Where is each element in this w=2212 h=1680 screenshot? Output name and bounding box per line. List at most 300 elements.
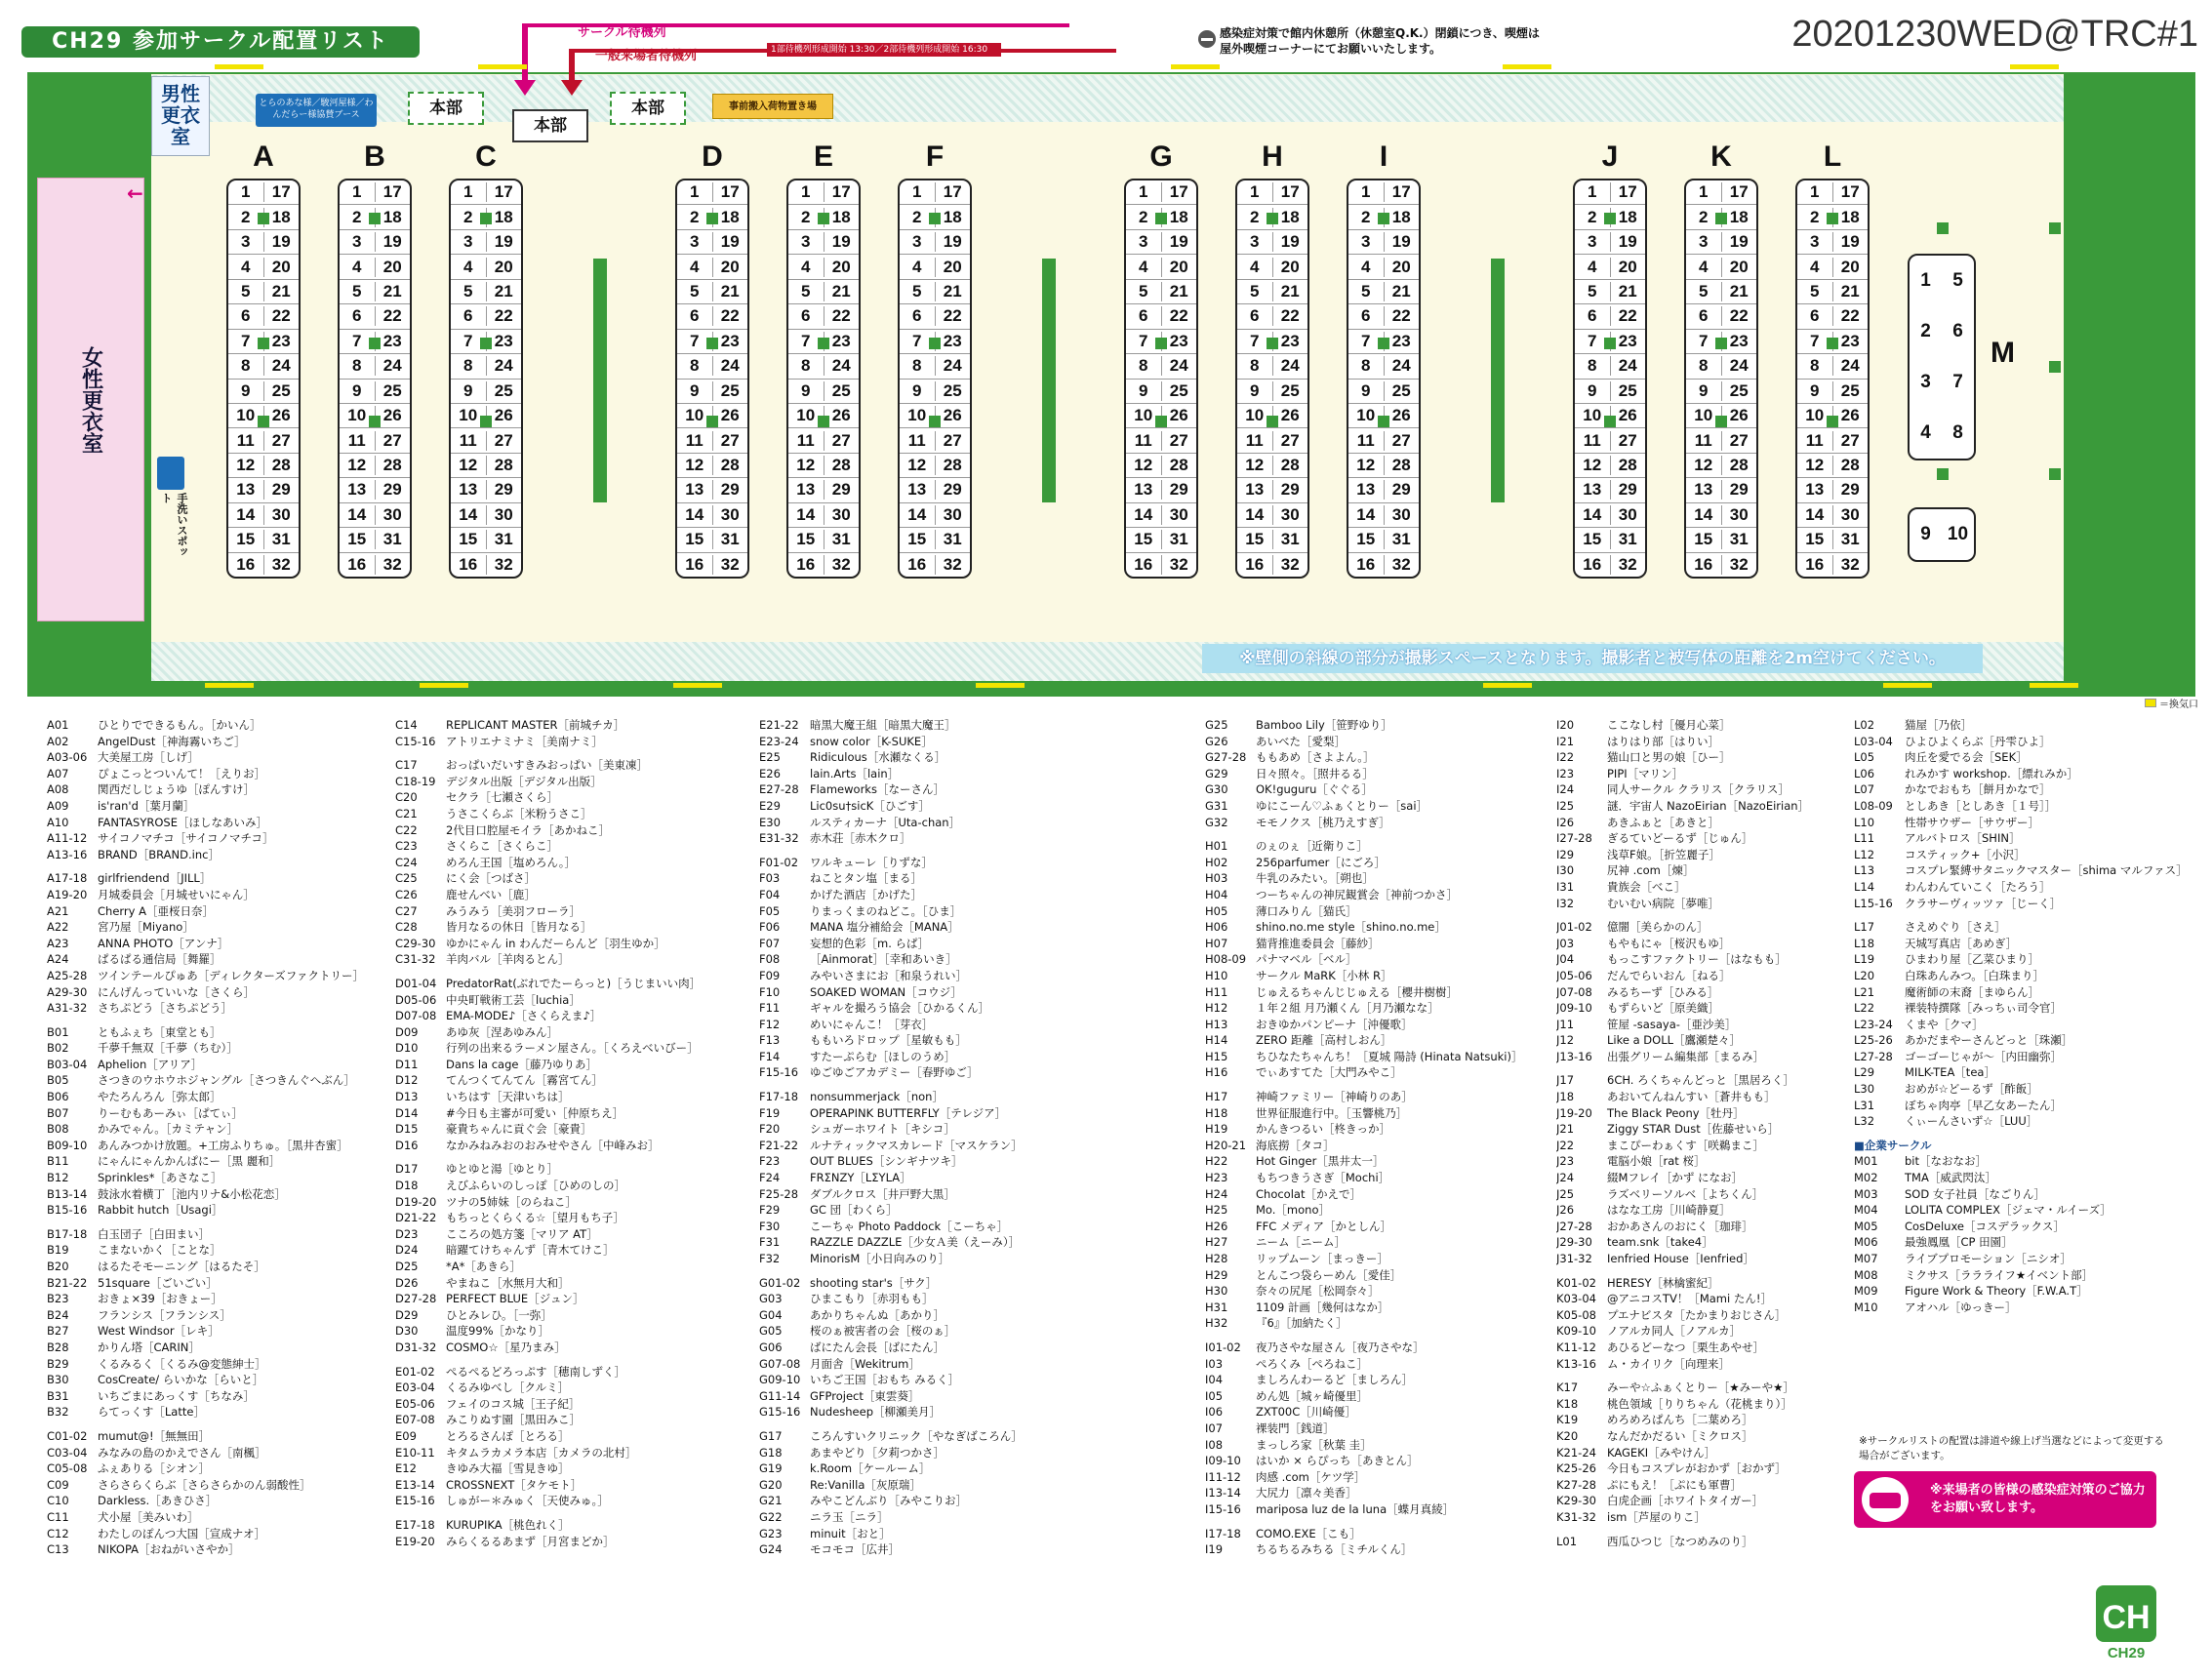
space-number[interactable]: 31 xyxy=(1280,530,1300,549)
space-number[interactable]: 29 xyxy=(943,480,962,500)
space-number[interactable]: 11 xyxy=(1237,431,1273,451)
space-number[interactable]: 29 xyxy=(1840,480,1860,500)
space-number[interactable]: 20 xyxy=(831,257,851,276)
space-number[interactable]: 21 xyxy=(271,281,291,300)
space-number[interactable]: 18 xyxy=(831,207,851,226)
space-number[interactable]: 8 xyxy=(900,356,936,376)
space-number[interactable]: 8 xyxy=(228,356,264,376)
space-number[interactable]: 22 xyxy=(1280,306,1300,326)
space-number[interactable]: 5 xyxy=(1126,282,1162,301)
space-number[interactable]: 28 xyxy=(382,456,402,475)
space-number[interactable]: 13 xyxy=(451,480,487,500)
space-number[interactable]: 9 xyxy=(1575,381,1611,401)
space-number[interactable]: 9 xyxy=(677,381,713,401)
space-number[interactable]: 9 xyxy=(340,381,376,401)
space-number[interactable]: 11 xyxy=(788,431,824,451)
space-number[interactable]: 10 xyxy=(900,406,936,425)
space-number[interactable]: 26 xyxy=(271,406,291,425)
space-number[interactable]: 19 xyxy=(1618,232,1637,252)
space-number[interactable]: 19 xyxy=(271,232,291,252)
space-number[interactable]: 24 xyxy=(382,356,402,376)
space-number[interactable]: 17 xyxy=(1169,182,1188,202)
space-number[interactable]: 27 xyxy=(271,430,291,450)
space-number[interactable]: 20 xyxy=(1169,257,1188,276)
space-number[interactable]: 17 xyxy=(1618,182,1637,202)
space-number[interactable]: 1 xyxy=(451,182,487,202)
space-number[interactable]: 17 xyxy=(1729,182,1749,202)
space-number[interactable]: 31 xyxy=(1729,530,1749,549)
space-number[interactable]: 2 xyxy=(1797,208,1833,227)
space-number[interactable]: 28 xyxy=(1618,456,1637,475)
space-number[interactable]: 32 xyxy=(1169,554,1188,574)
space-number[interactable]: 12 xyxy=(340,456,376,475)
space-number[interactable]: 28 xyxy=(271,456,291,475)
space-number[interactable]: 19 xyxy=(1729,232,1749,252)
space-number[interactable]: 2 xyxy=(451,208,487,227)
space-number[interactable]: 17 xyxy=(271,182,291,202)
space-number[interactable]: 23 xyxy=(1280,331,1300,350)
space-number[interactable]: 27 xyxy=(1391,430,1411,450)
space-number[interactable]: 3 xyxy=(677,232,713,252)
space-number[interactable]: 23 xyxy=(382,331,402,350)
space-number[interactable]: 7 xyxy=(228,332,264,351)
space-number[interactable]: 30 xyxy=(1729,504,1749,524)
space-number[interactable]: 13 xyxy=(677,480,713,500)
space-number[interactable]: 28 xyxy=(943,456,962,475)
space-number[interactable]: 18 xyxy=(1169,207,1188,226)
space-number[interactable]: 24 xyxy=(943,356,962,376)
space-number[interactable]: 6 xyxy=(340,306,376,326)
space-number[interactable]: 8 xyxy=(1686,356,1722,376)
space-number[interactable]: 17 xyxy=(1840,182,1860,202)
space-number[interactable]: 3 xyxy=(1797,232,1833,252)
space-number[interactable]: 26 xyxy=(1169,406,1188,425)
space-number[interactable]: 28 xyxy=(1169,456,1188,475)
space-number[interactable]: 1 xyxy=(900,182,936,202)
space-number[interactable]: 13 xyxy=(228,480,264,500)
space-number[interactable]: 32 xyxy=(1280,554,1300,574)
space-number[interactable]: 30 xyxy=(1169,504,1188,524)
space-number[interactable]: 21 xyxy=(1840,281,1860,300)
space-number[interactable]: 26 xyxy=(1729,406,1749,425)
space-number[interactable]: 25 xyxy=(943,380,962,400)
space-number[interactable]: 15 xyxy=(1797,530,1833,549)
space-number[interactable]: 13 xyxy=(1797,480,1833,500)
space-number[interactable]: 1 xyxy=(1237,182,1273,202)
space-number[interactable]: 24 xyxy=(494,356,513,376)
space-number[interactable]: 29 xyxy=(1729,480,1749,500)
space-number[interactable]: 32 xyxy=(1729,554,1749,574)
space-number[interactable]: 9 xyxy=(1797,381,1833,401)
space-number[interactable]: 25 xyxy=(1169,380,1188,400)
space-number[interactable]: 29 xyxy=(1391,480,1411,500)
space-number[interactable]: 18 xyxy=(720,207,740,226)
space-number[interactable]: 12 xyxy=(1797,456,1833,475)
space-number[interactable]: 8 xyxy=(788,356,824,376)
space-number[interactable]: 23 xyxy=(1618,331,1637,350)
space-number[interactable]: 22 xyxy=(271,306,291,326)
space-number[interactable]: 7 xyxy=(340,332,376,351)
space-number[interactable]: 32 xyxy=(1618,554,1637,574)
space-number[interactable]: 18 xyxy=(943,207,962,226)
space-number[interactable]: 9 xyxy=(1126,381,1162,401)
space-number[interactable]: 20 xyxy=(943,257,962,276)
space-number[interactable]: 31 xyxy=(831,530,851,549)
space-number[interactable]: 5 xyxy=(1237,282,1273,301)
space-number[interactable]: 3 xyxy=(1575,232,1611,252)
space-number[interactable]: 11 xyxy=(451,431,487,451)
space-number[interactable]: 25 xyxy=(1618,380,1637,400)
space-number[interactable]: 14 xyxy=(340,505,376,525)
space-number[interactable]: 29 xyxy=(1280,480,1300,500)
space-number[interactable]: 16 xyxy=(900,555,936,575)
space-number[interactable]: 14 xyxy=(900,505,936,525)
space-number[interactable]: 25 xyxy=(494,380,513,400)
space-number[interactable]: 12 xyxy=(1575,456,1611,475)
space-number[interactable]: 14 xyxy=(228,505,264,525)
space-number[interactable]: 32 xyxy=(271,554,291,574)
space-number[interactable]: 18 xyxy=(1729,207,1749,226)
space-number[interactable]: 13 xyxy=(1126,480,1162,500)
space-number[interactable]: 21 xyxy=(1280,281,1300,300)
space-number[interactable]: 19 xyxy=(382,232,402,252)
space-number[interactable]: 6 xyxy=(900,306,936,326)
space-number[interactable]: 22 xyxy=(831,306,851,326)
space-number[interactable]: 30 xyxy=(943,504,962,524)
space-number[interactable]: 3 xyxy=(1348,232,1385,252)
space-number[interactable]: 22 xyxy=(1840,306,1860,326)
space-number[interactable]: 22 xyxy=(720,306,740,326)
space-number[interactable]: 28 xyxy=(1280,456,1300,475)
space-number[interactable]: 6 xyxy=(1686,306,1722,326)
space-number[interactable]: 15 xyxy=(677,530,713,549)
space-number[interactable]: 29 xyxy=(831,480,851,500)
space-number[interactable]: 7 xyxy=(451,332,487,351)
space-number[interactable]: 5 xyxy=(1797,282,1833,301)
space-number[interactable]: 16 xyxy=(451,555,487,575)
space-number[interactable]: 10 xyxy=(228,406,264,425)
space-number[interactable]: 13 xyxy=(340,480,376,500)
space-number[interactable]: 1 xyxy=(788,182,824,202)
space-number[interactable]: 7 xyxy=(1686,332,1722,351)
space-number[interactable]: 22 xyxy=(382,306,402,326)
space-number[interactable]: 14 xyxy=(1348,505,1385,525)
space-number[interactable]: 1 xyxy=(228,182,264,202)
space-number[interactable]: 7 xyxy=(788,332,824,351)
space-number[interactable]: 2 xyxy=(788,208,824,227)
space-number[interactable]: 20 xyxy=(382,257,402,276)
space-number[interactable]: 28 xyxy=(1391,456,1411,475)
space-number[interactable]: 30 xyxy=(831,504,851,524)
space-number[interactable]: 10 xyxy=(1797,406,1833,425)
space-number[interactable]: 3 xyxy=(1237,232,1273,252)
space-number[interactable]: 4 xyxy=(677,258,713,277)
space-number[interactable]: 28 xyxy=(1729,456,1749,475)
space-number[interactable]: 25 xyxy=(382,380,402,400)
space-number[interactable]: 21 xyxy=(720,281,740,300)
space-number[interactable]: 4 xyxy=(1575,258,1611,277)
space-number[interactable]: 3 xyxy=(228,232,264,252)
space-number[interactable]: 30 xyxy=(382,504,402,524)
space-number[interactable]: 10 xyxy=(1126,406,1162,425)
space-number[interactable]: 18 xyxy=(1618,207,1637,226)
space-number[interactable]: 17 xyxy=(1280,182,1300,202)
space-number[interactable]: 12 xyxy=(788,456,824,475)
space-number[interactable]: 18 xyxy=(494,207,513,226)
space-number[interactable]: 15 xyxy=(1348,530,1385,549)
space-number[interactable]: 26 xyxy=(831,406,851,425)
space-number[interactable]: 1 xyxy=(1126,182,1162,202)
space-number[interactable]: 21 xyxy=(831,281,851,300)
space-number[interactable]: 20 xyxy=(1729,257,1749,276)
space-number[interactable]: 12 xyxy=(1126,456,1162,475)
space-number[interactable]: 5 xyxy=(900,282,936,301)
space-number[interactable]: 8 xyxy=(677,356,713,376)
space-number[interactable]: 6 xyxy=(1348,306,1385,326)
space-number[interactable]: 5 xyxy=(340,282,376,301)
space-number[interactable]: 16 xyxy=(788,555,824,575)
space-number[interactable]: 32 xyxy=(831,554,851,574)
space-number[interactable]: 6 xyxy=(451,306,487,326)
space-number[interactable]: 6 xyxy=(1575,306,1611,326)
space-number[interactable]: 19 xyxy=(1169,232,1188,252)
space-number[interactable]: 20 xyxy=(271,257,291,276)
space-number[interactable]: 3 xyxy=(788,232,824,252)
space-number[interactable]: 22 xyxy=(1618,306,1637,326)
space-number[interactable]: 18 xyxy=(1840,207,1860,226)
space-number[interactable]: 12 xyxy=(451,456,487,475)
space-number[interactable]: 9 xyxy=(1686,381,1722,401)
space-number[interactable]: 30 xyxy=(1840,504,1860,524)
space-number[interactable]: 1 xyxy=(1686,182,1722,202)
space-number[interactable]: 16 xyxy=(228,555,264,575)
space-number[interactable]: 10 xyxy=(788,406,824,425)
space-number[interactable]: 27 xyxy=(1280,430,1300,450)
space-number[interactable]: 7 xyxy=(1126,332,1162,351)
space-number[interactable]: 8 xyxy=(451,356,487,376)
space-number[interactable]: 8 xyxy=(1797,356,1833,376)
space-number[interactable]: 2 xyxy=(1126,208,1162,227)
space-number[interactable]: 2 xyxy=(1575,208,1611,227)
space-number[interactable]: 29 xyxy=(720,480,740,500)
space-number[interactable]: 13 xyxy=(1686,480,1722,500)
space-number[interactable]: 30 xyxy=(271,504,291,524)
space-number[interactable]: 3 xyxy=(1686,232,1722,252)
space-number[interactable]: 23 xyxy=(494,331,513,350)
space-number[interactable]: 10 xyxy=(1575,406,1611,425)
space-number[interactable]: 2 xyxy=(228,208,264,227)
space-number[interactable]: 12 xyxy=(1348,456,1385,475)
space-number[interactable]: 7 xyxy=(1237,332,1273,351)
space-number[interactable]: 31 xyxy=(494,530,513,549)
space-number[interactable]: 30 xyxy=(1618,504,1637,524)
space-number[interactable]: 21 xyxy=(1729,281,1749,300)
space-number[interactable]: 26 xyxy=(1618,406,1637,425)
space-number[interactable]: 17 xyxy=(1391,182,1411,202)
space-number[interactable]: 13 xyxy=(788,480,824,500)
space-number[interactable]: 4 xyxy=(451,258,487,277)
space-number[interactable]: 19 xyxy=(1280,232,1300,252)
space-number[interactable]: 16 xyxy=(1575,555,1611,575)
space-number[interactable]: 31 xyxy=(1391,530,1411,549)
space-number[interactable]: 19 xyxy=(1840,232,1860,252)
space-number[interactable]: 31 xyxy=(1840,530,1860,549)
space-number[interactable]: 18 xyxy=(271,207,291,226)
space-number[interactable]: 14 xyxy=(451,505,487,525)
space-number[interactable]: 15 xyxy=(788,530,824,549)
space-number[interactable]: 4 xyxy=(228,258,264,277)
space-number[interactable]: 11 xyxy=(1126,431,1162,451)
space-number[interactable]: 16 xyxy=(1237,555,1273,575)
space-number[interactable]: 29 xyxy=(1169,480,1188,500)
space-number[interactable]: 3 xyxy=(340,232,376,252)
space-number[interactable]: 24 xyxy=(1729,356,1749,376)
space-number[interactable]: 14 xyxy=(677,505,713,525)
space-number[interactable]: 6 xyxy=(677,306,713,326)
space-number[interactable]: 10 xyxy=(1686,406,1722,425)
space-number[interactable]: 29 xyxy=(271,480,291,500)
space-number[interactable]: 10 xyxy=(1348,406,1385,425)
space-number[interactable]: 12 xyxy=(677,456,713,475)
space-number[interactable]: 20 xyxy=(494,257,513,276)
space-number[interactable]: 6 xyxy=(788,306,824,326)
space-number[interactable]: 19 xyxy=(1391,232,1411,252)
space-number[interactable]: 21 xyxy=(1169,281,1188,300)
space-number[interactable]: 32 xyxy=(1840,554,1860,574)
space-number[interactable]: 18 xyxy=(1391,207,1411,226)
space-number[interactable]: 18 xyxy=(1280,207,1300,226)
space-number[interactable]: 11 xyxy=(1797,431,1833,451)
space-number[interactable]: 27 xyxy=(1840,430,1860,450)
space-number[interactable]: 22 xyxy=(494,306,513,326)
space-number[interactable]: 24 xyxy=(1840,356,1860,376)
space-number[interactable]: 14 xyxy=(788,505,824,525)
space-number[interactable]: 27 xyxy=(382,430,402,450)
space-number[interactable]: 12 xyxy=(1686,456,1722,475)
space-number[interactable]: 8 xyxy=(1575,356,1611,376)
space-number[interactable]: 13 xyxy=(1575,480,1611,500)
space-number[interactable]: 26 xyxy=(382,406,402,425)
space-number[interactable]: 24 xyxy=(1618,356,1637,376)
space-number[interactable]: 6 xyxy=(1126,306,1162,326)
space-number[interactable]: 11 xyxy=(1575,431,1611,451)
space-number[interactable]: 15 xyxy=(1126,530,1162,549)
space-number[interactable]: 22 xyxy=(1729,306,1749,326)
space-number[interactable]: 11 xyxy=(1686,431,1722,451)
space-number[interactable]: 19 xyxy=(943,232,962,252)
space-number[interactable]: 15 xyxy=(1686,530,1722,549)
space-number[interactable]: 28 xyxy=(831,456,851,475)
space-number[interactable]: 8 xyxy=(1126,356,1162,376)
space-number[interactable]: 31 xyxy=(1169,530,1188,549)
space-number[interactable]: 15 xyxy=(451,530,487,549)
space-number[interactable]: 17 xyxy=(382,182,402,202)
space-number[interactable]: 11 xyxy=(900,431,936,451)
space-number[interactable]: 29 xyxy=(494,480,513,500)
space-number[interactable]: 20 xyxy=(1280,257,1300,276)
space-number[interactable]: 2 xyxy=(1237,208,1273,227)
space-number[interactable]: 1 xyxy=(1797,182,1833,202)
space-number[interactable]: 22 xyxy=(1169,306,1188,326)
space-number[interactable]: 10 xyxy=(1237,406,1273,425)
space-number[interactable]: 4 xyxy=(340,258,376,277)
space-number[interactable]: 31 xyxy=(1618,530,1637,549)
space-number[interactable]: 32 xyxy=(720,554,740,574)
space-number[interactable]: 7 xyxy=(900,332,936,351)
space-number[interactable]: 5 xyxy=(1575,282,1611,301)
space-number[interactable]: 26 xyxy=(494,406,513,425)
space-number[interactable]: 4 xyxy=(1686,258,1722,277)
space-number[interactable]: 28 xyxy=(1840,456,1860,475)
space-number[interactable]: 4 xyxy=(900,258,936,277)
space-number[interactable]: 3 xyxy=(900,232,936,252)
space-number[interactable]: 23 xyxy=(943,331,962,350)
space-number[interactable]: 25 xyxy=(1280,380,1300,400)
space-number[interactable]: 14 xyxy=(1126,505,1162,525)
space-number[interactable]: 9 xyxy=(228,381,264,401)
space-number[interactable]: 25 xyxy=(271,380,291,400)
space-number[interactable]: 24 xyxy=(831,356,851,376)
space-number[interactable]: 20 xyxy=(1391,257,1411,276)
space-number[interactable]: 27 xyxy=(720,430,740,450)
space-number[interactable]: 28 xyxy=(720,456,740,475)
space-number[interactable]: 25 xyxy=(831,380,851,400)
space-number[interactable]: 31 xyxy=(271,530,291,549)
space-number[interactable]: 26 xyxy=(720,406,740,425)
space-number[interactable]: 30 xyxy=(494,504,513,524)
space-number[interactable]: 1 xyxy=(1575,182,1611,202)
space-number[interactable]: 7 xyxy=(1348,332,1385,351)
space-number[interactable]: 6 xyxy=(1797,306,1833,326)
space-number[interactable]: 2 xyxy=(340,208,376,227)
space-number[interactable]: 27 xyxy=(1169,430,1188,450)
space-number[interactable]: 1 xyxy=(340,182,376,202)
space-number[interactable]: 9 xyxy=(900,381,936,401)
space-number[interactable]: 27 xyxy=(1618,430,1637,450)
space-number[interactable]: 11 xyxy=(340,431,376,451)
space-number[interactable]: 16 xyxy=(1348,555,1385,575)
space-number[interactable]: 21 xyxy=(1618,281,1637,300)
space-number[interactable]: 26 xyxy=(1391,406,1411,425)
space-number[interactable]: 14 xyxy=(1797,505,1833,525)
space-number[interactable]: 24 xyxy=(1169,356,1188,376)
space-number[interactable]: 17 xyxy=(831,182,851,202)
space-number[interactable]: 26 xyxy=(1840,406,1860,425)
space-number[interactable]: 18 xyxy=(382,207,402,226)
space-number[interactable]: 31 xyxy=(382,530,402,549)
space-number[interactable]: 15 xyxy=(340,530,376,549)
space-number[interactable]: 12 xyxy=(1237,456,1273,475)
space-number[interactable]: 25 xyxy=(1729,380,1749,400)
space-number[interactable]: 23 xyxy=(271,331,291,350)
space-number[interactable]: 20 xyxy=(720,257,740,276)
space-number[interactable]: 20 xyxy=(1618,257,1637,276)
space-number[interactable]: 11 xyxy=(1348,431,1385,451)
space-number[interactable]: 2 xyxy=(900,208,936,227)
space-number[interactable]: 14 xyxy=(1237,505,1273,525)
space-number[interactable]: 13 xyxy=(900,480,936,500)
space-number[interactable]: 14 xyxy=(1686,505,1722,525)
space-number[interactable]: 26 xyxy=(943,406,962,425)
space-number[interactable]: 15 xyxy=(1575,530,1611,549)
space-number[interactable]: 27 xyxy=(943,430,962,450)
space-number[interactable]: 10 xyxy=(677,406,713,425)
space-number[interactable]: 5 xyxy=(677,282,713,301)
space-number[interactable]: 15 xyxy=(228,530,264,549)
space-number[interactable]: 25 xyxy=(720,380,740,400)
space-number[interactable]: 21 xyxy=(1391,281,1411,300)
space-number[interactable]: 30 xyxy=(1391,504,1411,524)
